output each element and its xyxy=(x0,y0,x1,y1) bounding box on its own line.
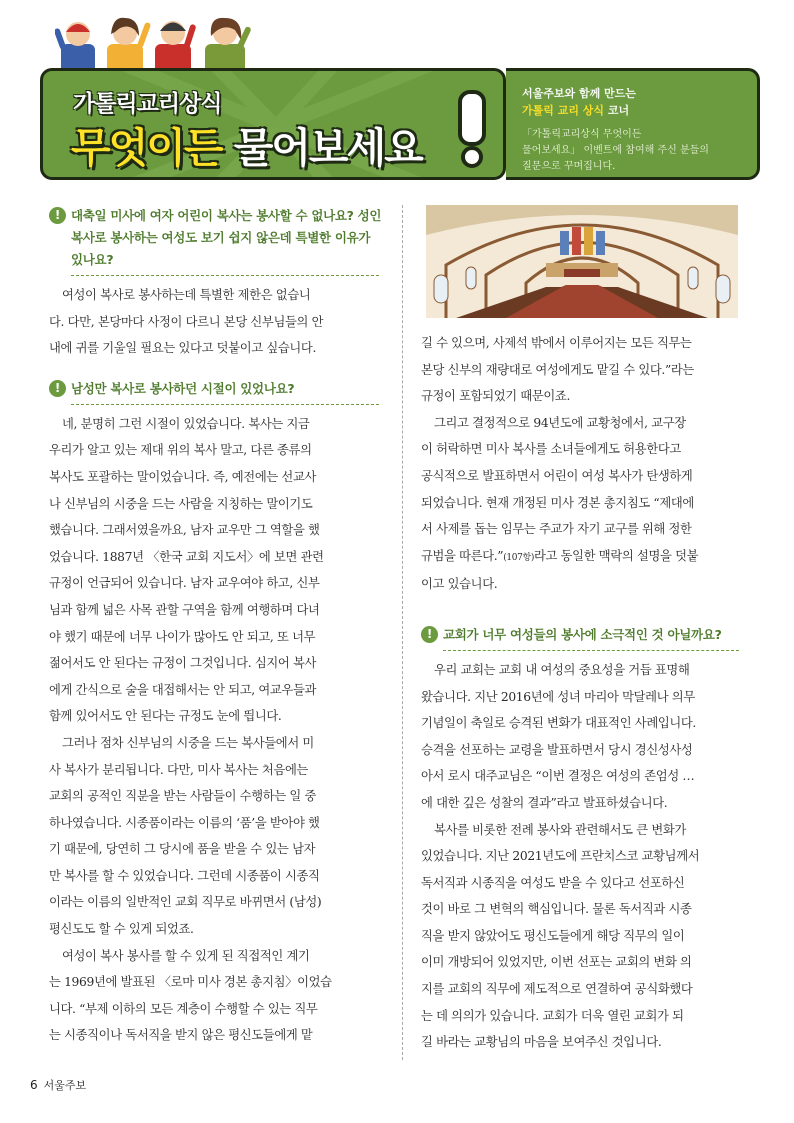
text-line: 교회의 공적인 직분을 받는 사람들이 수행하는 일 중 xyxy=(49,789,317,804)
text-line: 내에 귀를 기울일 필요는 있다고 덧붙이고 싶습니다. xyxy=(49,341,317,356)
text-line: 우리가 알고 있는 제대 위의 복사 말고, 다른 종류의 xyxy=(49,443,312,458)
text-line: 본당 신부의 재량대로 여성에게도 맡길 수 있다.”라는 xyxy=(421,362,694,377)
text-line: 것이 바로 그 변혁의 핵심입니다. 물론 독서직과 시종 xyxy=(421,902,692,917)
text-line: 직을 받지 않았어도 평신도들에게 해당 직무의 일이 xyxy=(421,928,685,943)
text-line: 길 바라는 교황님의 마음을 보여주신 것입니다. xyxy=(421,1035,662,1050)
text-line: 함께 있어서도 안 된다는 규정도 눈에 띕니다. xyxy=(49,709,282,724)
text-line: 는 데 의의가 있습니다. 교회가 더욱 열린 교회가 되 xyxy=(421,1008,684,1023)
text-line: 이 허락하면 미사 복사를 소녀들에게도 허용한다고 xyxy=(421,442,681,457)
info-desc-line: 질문으로 꾸며집니다. xyxy=(522,161,616,172)
text-line: 그리고 결정적으로 94년도에 교황청에서, 교구장 xyxy=(434,415,686,430)
people-illustration xyxy=(55,10,275,74)
exclamation-icon xyxy=(453,89,491,169)
question-rule xyxy=(71,404,379,405)
text-line: 다. 다만, 본당마다 사정이 다르니 본당 신부님들의 안 xyxy=(49,314,324,329)
reference-note: (107항) xyxy=(503,552,535,563)
info-description xyxy=(522,127,750,175)
info-rest: 코너 xyxy=(604,104,630,117)
question-1 xyxy=(49,205,382,276)
info-line2 xyxy=(522,102,629,118)
text-line: 나 신부님의 시중을 드는 사람을 지칭하는 말이기도 xyxy=(49,496,313,511)
text-line: 네, 분명히 그런 시절이 있었습니다. 복사는 지금 xyxy=(62,416,310,431)
text-line: 지를 교회의 직무에 제도적으로 연결하여 공식화했다 xyxy=(421,982,693,997)
banner-subtitle: 가톨릭교리상식 xyxy=(73,91,222,117)
title-banner xyxy=(40,68,506,180)
answer-paragraph xyxy=(49,730,379,943)
text-line: 그러나 점차 신부님의 시중을 드는 복사들에서 미 xyxy=(62,735,314,750)
exclamation-icon: ! xyxy=(49,380,66,397)
text-line: 니다. “부제 이하의 모든 계층이 수행할 수 있는 직무 xyxy=(49,1001,318,1016)
church-interior-image xyxy=(426,205,738,318)
question-line: 복사로 봉사하는 여성도 보기 쉽지 않은데 특별한 이유가 xyxy=(71,230,371,245)
text-line: 복사를 비롯한 전례 봉사와 관련해서도 큰 변화가 xyxy=(434,822,686,837)
publication-name: 서울주보 xyxy=(43,1079,87,1092)
banner-title xyxy=(71,115,422,174)
text-line: 기념일이 축일로 승격된 변화가 대표적인 사례입니다. xyxy=(421,716,696,731)
question-rule xyxy=(71,275,379,276)
info-line1: 서울주보와 함께 만드는 xyxy=(522,87,636,100)
text-line: 왔습니다. 지난 2016년에 성녀 마리아 막달레나 의무 xyxy=(421,689,695,704)
banner-title-rest: 물어보세요 xyxy=(233,124,422,172)
right-column xyxy=(421,330,739,1056)
text-line: 했습니다. 그래서였을까요, 남자 교우만 그 역할을 했 xyxy=(49,523,320,538)
question-rule xyxy=(443,650,739,651)
info-desc-line: 「가톨릭교리상식 무엇이든 xyxy=(522,129,642,140)
text-line: 서 사제를 돕는 임무는 주교가 자기 교구를 위해 정한 xyxy=(421,522,692,537)
question-line: 대축일 미사에 여자 어린이 복사는 봉사할 수 없나요? 성인 xyxy=(71,208,382,223)
text-line: 우리 교회는 교회 내 여성의 중요성을 거듭 표명해 xyxy=(434,662,690,677)
text-line: 젊어서도 안 된다는 규정이 그것입니다. 심지어 복사 xyxy=(49,656,317,671)
text-line: 이라는 이름의 일반적인 교회 직무로 바뀌면서 (남성) xyxy=(49,895,322,910)
text-line: 이고 있습니다. xyxy=(421,577,498,592)
text-line: 승격을 선포하는 교령을 발표하면서 당시 경신성사성 xyxy=(421,742,693,757)
question-3 xyxy=(421,624,739,651)
text-line: 여성이 복사로 봉사하는데 특별한 제한은 없습니 xyxy=(62,288,311,302)
exclamation-icon: ! xyxy=(421,626,438,643)
banner-title-highlight: 무엇이든 xyxy=(71,124,222,172)
answer-paragraph xyxy=(49,411,379,730)
text-line: 만 복사를 할 수 있었습니다. 그런데 시종품이 시종직 xyxy=(49,868,320,883)
text-line: 하나였습니다. 시종품이라는 이름의 ‘품’을 받아야 했 xyxy=(49,815,320,830)
text-line xyxy=(421,543,739,572)
text-line: 기 때문에, 당연히 그 당시에 품을 받을 수 있는 남자 xyxy=(49,842,316,857)
answer-paragraph xyxy=(421,410,739,598)
info-highlight: 가톨릭 교리 상식 xyxy=(522,104,605,117)
text-line: 사 복사가 분리됩니다. 다만, 미사 복사는 처음에는 xyxy=(49,762,309,777)
text-span: 규범을 따른다.” xyxy=(421,548,504,563)
column-divider xyxy=(402,205,403,1060)
answer-paragraph xyxy=(421,817,739,1056)
page-footer xyxy=(30,1077,86,1093)
text-line: 에게 간식으로 술을 대접해서는 안 되고, 여교우들과 xyxy=(49,682,317,697)
text-line: 여성이 복사 봉사를 할 수 있게 된 직접적인 계기 xyxy=(62,948,310,963)
question-line: 남성만 복사로 봉사하던 시절이 있었나요? xyxy=(71,380,295,396)
answer-paragraph xyxy=(49,943,379,1049)
text-span: 라고 동일한 맥락의 설명을 덧붙 xyxy=(534,548,699,563)
text-line: 복사도 포괄하는 말이었습니다. 즉, 예전에는 선교사 xyxy=(49,469,317,484)
answer-paragraph xyxy=(421,657,739,817)
text-line: 이미 개방되어 있었지만, 이번 선포는 교회의 변화 의 xyxy=(421,955,692,970)
info-desc-line: 물어보세요」 이벤트에 참여해 주신 분들의 xyxy=(522,145,709,156)
text-line: 는 시종직이나 독서직을 받지 않은 평신도들에게 맡 xyxy=(49,1028,313,1043)
left-column xyxy=(49,205,382,1049)
text-line: 독서직과 시종직을 여성도 받을 수 있다고 선포하신 xyxy=(421,875,685,890)
text-line: 는 1969년에 발표된 〈로마 미사 경본 총지침〉이었습 xyxy=(49,975,332,990)
question-line: 있나요? xyxy=(71,252,114,267)
text-line: 규정이 언급되어 있습니다. 남자 교우여야 하고, 신부 xyxy=(49,576,320,591)
text-line: 아서 로시 대주교님은 “이번 결정은 여성의 존엄성 … xyxy=(421,769,695,784)
text-line: 길 수 있으며, 사제석 밖에서 이루어지는 모든 직무는 xyxy=(421,336,692,350)
header-banner xyxy=(40,68,760,180)
text-line: 야 했기 때문에 너무 나이가 많아도 안 되고, 또 너무 xyxy=(49,629,316,644)
answer-paragraph xyxy=(49,282,379,362)
question-line: 교회가 너무 여성들의 봉사에 소극적인 것 아닐까요? xyxy=(443,626,722,642)
exclamation-icon: ! xyxy=(49,207,66,224)
text-line: 되었습니다. 현재 개정된 미사 경본 총지침도 “제대에 xyxy=(421,495,694,510)
text-line: 있었습니다. 지난 2021년도에 프란치스코 교황님께서 xyxy=(421,849,700,864)
text-line: 평신도도 할 수 있게 되었죠. xyxy=(49,922,194,937)
answer-paragraph xyxy=(421,330,739,410)
text-line: 님과 함께 넓은 사목 관할 구역을 함께 여행하며 다녀 xyxy=(49,602,320,617)
text-line: 공식적으로 발표하면서 어린이 여성 복사가 탄생하게 xyxy=(421,468,693,483)
text-line: 규정이 포함되었기 때문이죠. xyxy=(421,389,571,404)
question-2 xyxy=(49,378,379,405)
corner-info-box xyxy=(506,68,760,180)
text-line: 었습니다. 1887년 〈한국 교회 지도서〉에 보면 관련 xyxy=(49,549,324,564)
text-line: 에 대한 깊은 성찰의 결과”라고 발표하셨습니다. xyxy=(421,795,668,810)
page-number: 6 xyxy=(30,1078,38,1092)
